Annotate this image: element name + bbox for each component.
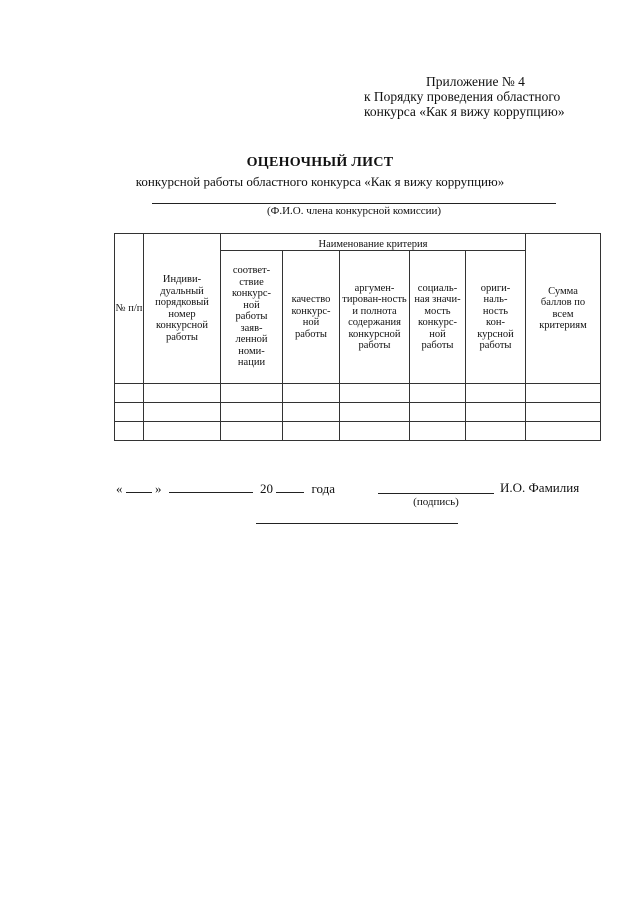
table-row bbox=[115, 403, 601, 422]
table-cell[interactable] bbox=[466, 422, 526, 441]
day-blank[interactable] bbox=[126, 480, 152, 493]
bottom-blank-line[interactable] bbox=[256, 523, 458, 524]
month-blank[interactable] bbox=[169, 480, 253, 493]
header-criterion-nomination: соответ-ствие конкурс-ной работы заяв-ленной номи-нации bbox=[221, 251, 283, 384]
table-cell[interactable] bbox=[340, 384, 410, 403]
table-cell[interactable] bbox=[144, 403, 221, 422]
header-number: № п/п bbox=[115, 234, 144, 384]
appendix-line-2: к Порядку проведения областного bbox=[364, 89, 561, 104]
commission-member-name-line[interactable] bbox=[152, 203, 556, 204]
table-cell[interactable] bbox=[221, 403, 283, 422]
date-quote-close: » bbox=[155, 481, 162, 496]
table-cell[interactable] bbox=[283, 422, 340, 441]
table-cell[interactable] bbox=[410, 384, 466, 403]
table-cell[interactable] bbox=[340, 422, 410, 441]
table-cell[interactable] bbox=[283, 384, 340, 403]
table-cell[interactable] bbox=[115, 403, 144, 422]
table-cell[interactable] bbox=[466, 403, 526, 422]
evaluation-table bbox=[114, 233, 601, 441]
header-criterion-quality: качество конкурс-ной работы bbox=[283, 251, 340, 384]
table-cell[interactable] bbox=[144, 422, 221, 441]
table-cell[interactable] bbox=[526, 403, 601, 422]
signer-name: И.О. Фамилия bbox=[500, 480, 580, 495]
appendix-title: Приложение № 4 bbox=[426, 74, 525, 89]
year-prefix: 20 bbox=[260, 481, 273, 496]
year-blank[interactable] bbox=[276, 480, 304, 493]
commission-member-caption: (Ф.И.О. члена конкурсной комиссии) bbox=[266, 205, 442, 217]
table-cell[interactable] bbox=[410, 422, 466, 441]
table-cell[interactable] bbox=[526, 384, 601, 403]
table-cell[interactable] bbox=[283, 403, 340, 422]
signature-line[interactable] bbox=[378, 493, 494, 494]
table-row bbox=[115, 422, 601, 441]
appendix-header bbox=[364, 74, 614, 119]
table-row bbox=[115, 384, 601, 403]
header-criterion-significance: социаль-ная значи-мость конкурс-ной работы bbox=[410, 251, 466, 384]
header-criterion-originality: ориги-наль-ность кон-курсной работы bbox=[466, 251, 526, 384]
header-total-score: Сумма баллов по всем критериям bbox=[526, 234, 601, 384]
table-cell[interactable] bbox=[526, 422, 601, 441]
document-subtitle: конкурсной работы областного конкурса «Как я вижу коррупцию» bbox=[135, 174, 505, 189]
year-suffix: года bbox=[311, 481, 336, 496]
date-field bbox=[116, 480, 335, 497]
table-cell[interactable] bbox=[144, 384, 221, 403]
table-cell[interactable] bbox=[340, 403, 410, 422]
table-cell[interactable] bbox=[221, 384, 283, 403]
header-work-id: Индиви-дуальный порядковый номер конкурсной работы bbox=[144, 234, 221, 384]
table-cell[interactable] bbox=[466, 384, 526, 403]
table-cell[interactable] bbox=[221, 422, 283, 441]
header-criteria-group: Наименование критерия bbox=[221, 234, 526, 251]
document-title: ОЦЕНОЧНЫЙ ЛИСТ bbox=[246, 155, 394, 170]
header-criterion-argumentation: аргумен-тирован-ность и полнота содержания конкурсной работы bbox=[340, 251, 410, 384]
signature-caption: (подпись) bbox=[413, 496, 459, 508]
appendix-line-3: конкурса «Как я вижу коррупцию» bbox=[364, 104, 565, 119]
table-cell[interactable] bbox=[410, 403, 466, 422]
table-cell[interactable] bbox=[115, 422, 144, 441]
date-quote-open: « bbox=[116, 481, 123, 496]
table-cell[interactable] bbox=[115, 384, 144, 403]
